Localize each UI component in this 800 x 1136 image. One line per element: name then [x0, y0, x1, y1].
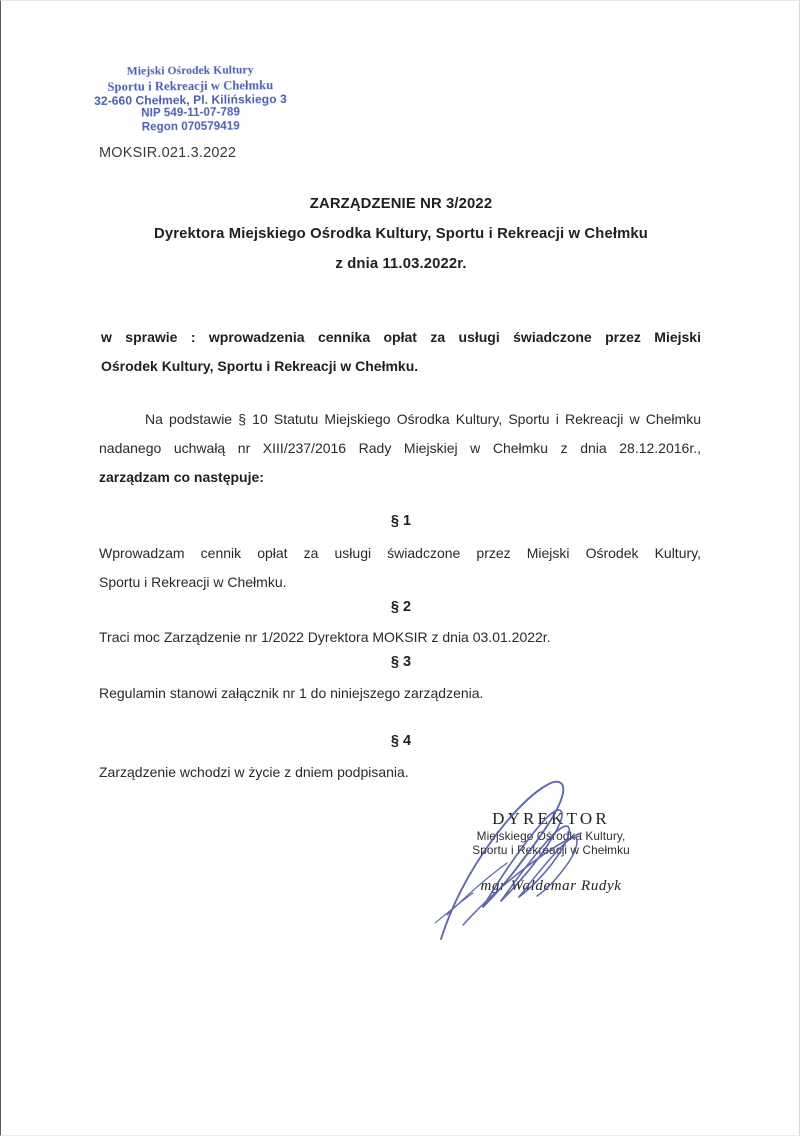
stamp-line-1: Miejski Ośrodek Kultury [126, 64, 254, 78]
section-4-line-1: Zarządzenie wchodzi w życie z dniem podpisania. [99, 764, 409, 780]
section-4-body [99, 758, 701, 787]
section-1-heading: § 1 [390, 513, 412, 529]
stamp-line-5: Regon 070579419 [141, 119, 240, 134]
legal-basis-paragraph [99, 405, 701, 492]
section-4-heading: § 4 [390, 733, 412, 749]
title-line-1: ZARZĄDZENIE NR 3/2022 [309, 196, 493, 212]
subject-paragraph [101, 323, 701, 381]
section-1-line-2: Sportu i Rekreacji w Chełmku. [99, 574, 287, 590]
basis-line-3: zarządzam co następuje: [99, 469, 264, 485]
title-line-3: z dnia 11.03.2022r. [335, 256, 467, 272]
signature-block [431, 809, 671, 895]
signature-organisation [431, 829, 671, 857]
document-title [101, 189, 701, 279]
section-3-heading: § 3 [390, 654, 412, 670]
stamp-line-4: NIP 549-11-07-789 [141, 106, 241, 120]
section-1-line-1: Wprowadzam cennik opłat za usługi świadczone przez Miejski Ośrodek Kultury, [99, 545, 701, 561]
signature-org-line-2: Sportu i Rekreacji w Chełmku [472, 843, 630, 857]
office-stamp [73, 64, 309, 135]
subject-line-1: w sprawie : wprowadzenia cennika opłat za usługi świadczone przez Miejski [101, 329, 701, 345]
section-3-body [99, 679, 701, 708]
section-3-line-1: Regulamin stanowi załącznik nr 1 do niniejszego zarządzenia. [99, 685, 484, 701]
stamp-line-3: 32-660 Chełmek, Pl. Kilińskiego 3 [94, 91, 287, 109]
basis-line-2: nadanego uchwałą nr XIII/237/2016 Rady Miejskiej w Chełmku z dnia 28.12.2016r., [99, 440, 701, 456]
section-2-heading: § 2 [390, 599, 412, 615]
section-1-body [99, 539, 701, 597]
signature-title: DYREKTOR [492, 809, 610, 828]
signature-name: mgr Waldemar Rudyk [480, 878, 622, 894]
stamp-line-2: Sportu i Rekreacji w Chełmku [107, 77, 274, 94]
reference-number: MOKSIR.021.3.2022 [99, 145, 237, 161]
section-2-body [99, 623, 701, 652]
signature-org-line-1: Miejskiego Ośrodka Kultury, [476, 829, 626, 843]
section-2-line-1: Traci moc Zarządzenie nr 1/2022 Dyrektora MOKSIR z dnia 03.01.2022r. [99, 629, 551, 645]
basis-line-1: Na podstawie § 10 Statutu Miejskiego Ośrodka Kultury, Sportu i Rekreacji w Chełmku [145, 411, 701, 427]
title-line-2: Dyrektora Miejskiego Ośrodka Kultury, Sportu i Rekreacji w Chełmku [154, 226, 648, 242]
subject-line-2: Ośrodek Kultury, Sportu i Rekreacji w Chełmku. [101, 358, 419, 374]
